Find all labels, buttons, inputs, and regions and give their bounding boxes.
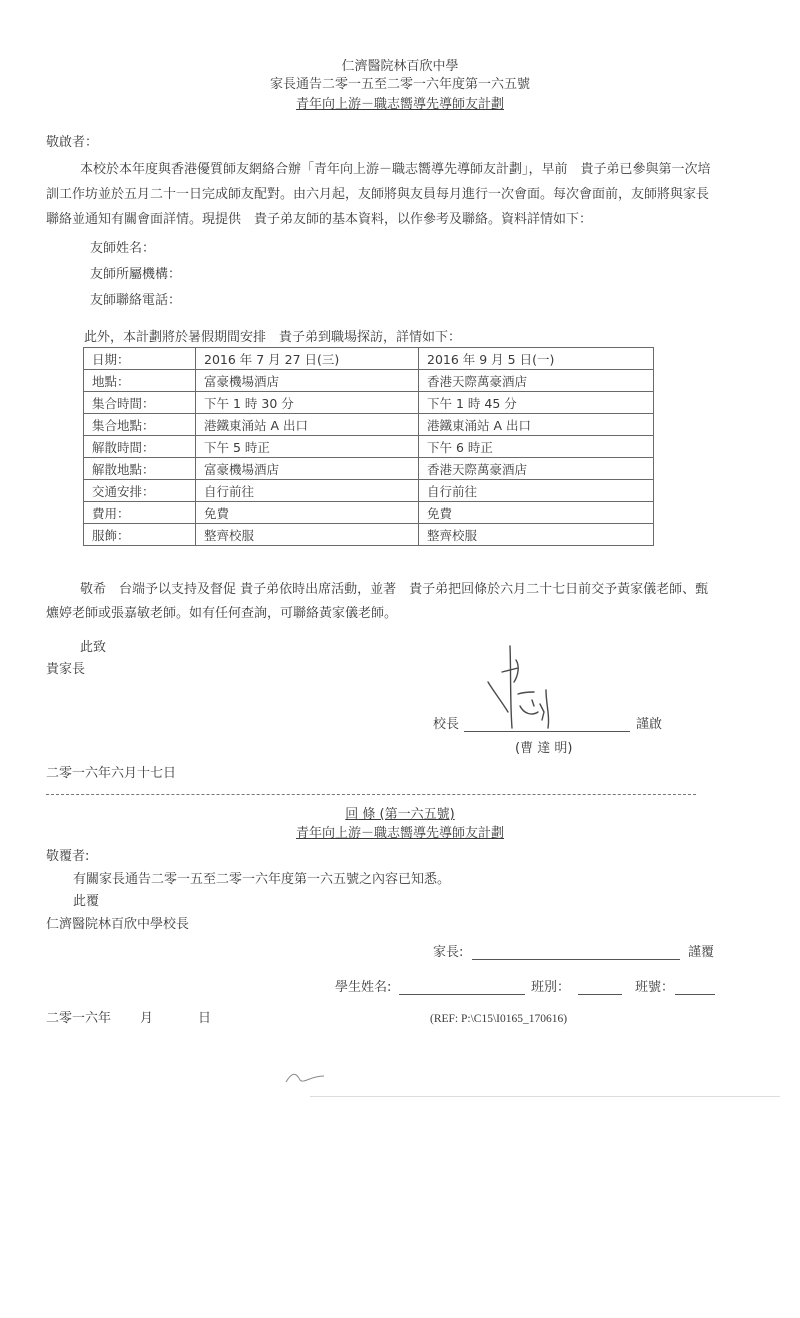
schedule-row [84, 392, 654, 414]
principal-signature [480, 642, 570, 734]
student-name-field[interactable] [399, 994, 525, 995]
schedule-visit-1-cell: 港鐵東涌站 A 出口 [196, 414, 419, 436]
schedule-label-cell: 集合地點： [84, 414, 196, 436]
schedule-visit-1-cell: 2016 年 7 月 27 日(三) [196, 348, 419, 370]
mentor-phone-label: 友師聯絡電話： [90, 293, 182, 308]
scan-edge-line [310, 1096, 780, 1097]
schedule-row [84, 348, 654, 370]
scan-mark [284, 1068, 330, 1086]
reply-slip-title [0, 806, 800, 824]
schedule-visit-2-cell: 免費 [419, 502, 654, 524]
schedule-row [84, 524, 654, 546]
visit-schedule-table [83, 347, 654, 546]
mentor-organization-label: 友師所屬機構： [90, 267, 182, 282]
letter-date: 二零一六年六月十七日 [46, 766, 177, 781]
schedule-row [84, 414, 654, 436]
schedule-visit-2-cell: 香港天際萬豪酒店 [419, 370, 654, 392]
paragraph-1-line-2: 訓工作坊並於五月二十一日完成師友配對。由六月起，友師將與友員每月進行一次會面。每次會面前，友師將與家長 [46, 187, 710, 202]
schedule-label-cell: 日期： [84, 348, 196, 370]
schedule-label-cell: 解散時間： [84, 436, 196, 458]
class-field[interactable] [578, 994, 622, 995]
notice-number: 家長通告二零一五至二零一六年度第一六五號 [269, 77, 530, 92]
schedule-visit-1-cell: 免費 [196, 502, 419, 524]
reply-slip-programme [0, 825, 800, 843]
reply-slip-programme-text: 青年向上游－職志嚮導先導師友計劃 [295, 826, 504, 841]
schedule-visit-2-cell: 自行前往 [419, 480, 654, 502]
paragraph-2: 此外，本計劃將於暑假期間安排 貴子弟到職場探訪，詳情如下： [84, 330, 462, 345]
schedule-row [84, 370, 654, 392]
schedule-visit-1-cell: 下午 5 時正 [196, 436, 419, 458]
class-number-label: 班號： [635, 980, 675, 995]
paragraph-1-line-1: 本校於本年度與香港優質師友網絡合辦「青年向上游－職志嚮導先導師友計劃」，早前 貴子弟已參與第一次培 [80, 162, 711, 177]
schedule-label-cell: 費用： [84, 502, 196, 524]
parent-suffix: 謹覆 [688, 945, 715, 960]
schedule-visit-1-cell: 自行前往 [196, 480, 419, 502]
cut-line [46, 794, 696, 795]
reply-body: 有關家長通告二零一五至二零一六年度第一六五號之內容已知悉。 [73, 872, 451, 887]
reference-code: (REF: P:\C15\I0165_170616) [430, 1013, 568, 1025]
schedule-label-cell: 服飾： [84, 524, 196, 546]
schedule-row [84, 502, 654, 524]
parent-label: 家長: [433, 945, 464, 960]
school-name: 仁濟醫院林百欣中學 [341, 59, 459, 74]
reply-date-year: 二零一六年 [46, 1011, 112, 1026]
respectfully-label: 謹啟 [636, 717, 663, 732]
principal-signature-line [464, 731, 630, 732]
schedule-visit-2-cell: 整齊校服 [419, 524, 654, 546]
schedule-label-cell: 集合時間： [84, 392, 196, 414]
schedule-label-cell: 交通安排： [84, 480, 196, 502]
schedule-row [84, 458, 654, 480]
paragraph-3-line-1: 敬希 台端予以支持及督促 貴子弟依時出席活動，並著 貴子弟把回條於六月二十七日前交予黃家儀老師、甄 [80, 582, 709, 597]
reply-salutation: 敬覆者: [46, 849, 90, 864]
schedule-visit-1-cell: 整齊校服 [196, 524, 419, 546]
reply-addressee: 仁濟醫院林百欣中學校長 [46, 917, 190, 932]
schedule-visit-2-cell: 港鐵東涌站 A 出口 [419, 414, 654, 436]
reply-date-month: 月 [140, 1011, 154, 1026]
reply-date-day: 日 [198, 1011, 212, 1026]
mentor-name-label: 友師姓名： [90, 241, 156, 256]
schedule-visit-2-cell: 下午 1 時 45 分 [419, 392, 654, 414]
principal-label: 校長 [433, 717, 460, 732]
schedule-label-cell: 地點： [84, 370, 196, 392]
class-label: 班別： [531, 980, 571, 995]
schedule-row [84, 480, 654, 502]
reply-closing: 此覆 [73, 894, 100, 909]
programme-title-text: 青年向上游－職志嚮導先導師友計劃 [295, 97, 504, 112]
schedule-row [84, 436, 654, 458]
class-number-field[interactable] [675, 994, 715, 995]
addressee: 貴家長 [46, 662, 86, 677]
paragraph-1-line-3: 聯絡並通知有關會面詳情。現提供 貴子弟友師的基本資料，以作參考及聯絡。資料詳情如下： [46, 212, 593, 227]
schedule-label-cell: 解散地點： [84, 458, 196, 480]
schedule-visit-2-cell: 香港天際萬豪酒店 [419, 458, 654, 480]
student-name-label: 學生姓名: [335, 980, 392, 995]
schedule-visit-1-cell: 富豪機場酒店 [196, 458, 419, 480]
reply-slip-title-text: 回 條 (第一六五號) [345, 807, 455, 822]
principal-name: (曹 達 明) [515, 741, 573, 756]
schedule-visit-1-cell: 下午 1 時 30 分 [196, 392, 419, 414]
parent-signature-field[interactable] [472, 959, 680, 960]
salutation: 敬啟者： [46, 135, 99, 150]
paragraph-3-line-2: 爊婷老師或張嘉敏老師。如有任何查詢，可聯絡黃家儀老師。 [46, 606, 398, 621]
programme-title [0, 96, 800, 114]
closing: 此致 [80, 640, 107, 655]
schedule-visit-2-cell: 2016 年 9 月 5 日(一) [419, 348, 654, 370]
schedule-visit-1-cell: 富豪機場酒店 [196, 370, 419, 392]
schedule-visit-2-cell: 下午 6 時正 [419, 436, 654, 458]
